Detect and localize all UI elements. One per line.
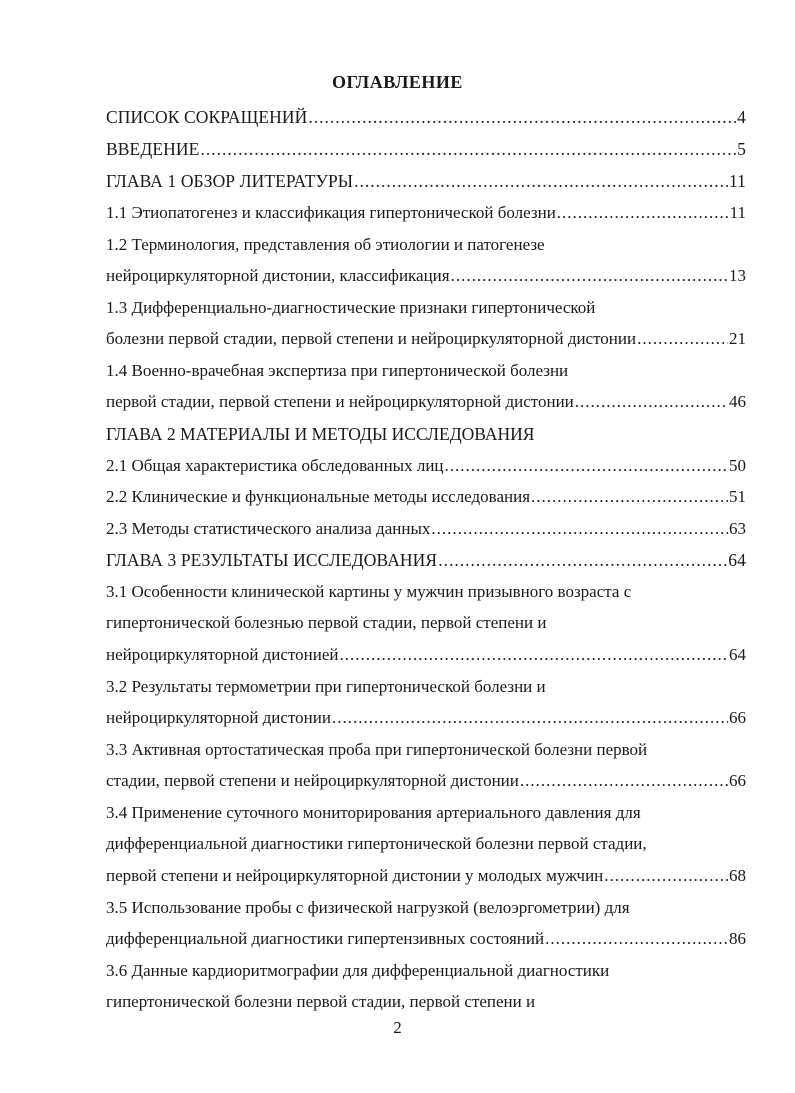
toc-entry-text: болезни первой стадии, первой степени и нейроциркуляторной дистонии (106, 329, 637, 348)
toc-leader (637, 325, 728, 353)
toc-entry-introduction (106, 135, 746, 163)
toc-entry-3-2-line-1: 3.2 Результаты термометрии при гипертонической болезни и (106, 677, 546, 696)
toc-entry-page: 5 (737, 139, 746, 159)
toc-leader (200, 135, 736, 163)
toc-entry-text: 2.1 Общая характеристика обследованных лиц (106, 456, 444, 475)
toc-entry-3-4 (106, 862, 746, 890)
toc-entry-chapter-3 (106, 546, 746, 574)
toc-leader (604, 862, 728, 890)
toc-entry-3-1 (106, 641, 746, 669)
toc-entry-text: ГЛАВА 1 ОБЗОР ЛИТЕРАТУРЫ (106, 171, 354, 191)
toc-entry-3-1-line-1: 3.1 Особенности клинической картины у мужчин призывного возраста с (106, 582, 632, 601)
toc-entry-page: 11 (728, 171, 746, 191)
toc-entry-page: 4 (737, 107, 746, 127)
toc-entry-page: 64 (728, 550, 746, 570)
toc-leader (445, 452, 728, 480)
toc-entry-chapter-2: ГЛАВА 2 МАТЕРИАЛЫ И МЕТОДЫ ИССЛЕДОВАНИЯ (106, 424, 535, 444)
toc-entry-1-2-line-1: 1.2 Терминология, представления об этиологии и патогенезе (106, 235, 545, 254)
toc-entry-2-3 (106, 515, 746, 543)
toc-leader (431, 515, 728, 543)
toc-entry-page: 66 (729, 771, 746, 790)
toc-entry-abbreviations (106, 103, 746, 131)
toc-leader (354, 167, 728, 195)
toc-entry-3-6-line-1: 3.6 Данные кардиоритмографии для дифференциальной диагностики (106, 961, 610, 980)
toc-entry-text: первой стадии, первой степени и нейроциркуляторной дистонии (106, 392, 574, 411)
toc-leader (575, 388, 728, 416)
toc-entry-page: 46 (729, 392, 746, 411)
toc-entry-page: 51 (729, 487, 746, 506)
toc-entry-3-4-line-2: дифференциальной диагностики гипертонической болезни первой стадии, (106, 834, 647, 853)
toc-entry-chapter-1 (106, 167, 746, 195)
toc-entry-2-2 (106, 483, 746, 511)
toc-leader (520, 767, 728, 795)
toc-entry-1-1 (106, 199, 746, 227)
toc-entry-page: 21 (729, 329, 746, 348)
toc-entry-text: 2.3 Методы статистического анализа данных (106, 519, 431, 538)
page-number: 2 (393, 1018, 402, 1037)
toc-entry-text: ГЛАВА 3 РЕЗУЛЬТАТЫ ИССЛЕДОВАНИЯ (106, 550, 438, 570)
toc-leader (332, 704, 728, 732)
toc-leader (340, 641, 729, 669)
toc-entry-1-4-line-1: 1.4 Военно-врачебная экспертиза при гипертонической болезни (106, 361, 569, 380)
toc-entry-text: стадии, первой степени и нейроциркуляторной дистонии (106, 771, 519, 790)
toc-entry-page: 66 (729, 708, 746, 727)
toc-entry-page: 13 (729, 266, 746, 285)
toc-entry-1-3 (106, 325, 746, 353)
toc-leader (531, 483, 728, 511)
toc-entry-text: первой степени и нейроциркуляторной дистонии у молодых мужчин (106, 866, 604, 885)
toc-leader (438, 546, 727, 574)
toc-entry-3-6-line-2: гипертонической болезни первой стадии, первой степени и (106, 992, 536, 1011)
toc-entry-1-3-line-1: 1.3 Дифференциально-диагностические признаки гипертонической (106, 298, 596, 317)
toc-entry-3-5-line-1: 3.5 Использование пробы с физической нагрузкой (велоэргометрии) для (106, 898, 630, 917)
toc-entry-text: нейроциркуляторной дистонии (106, 708, 331, 727)
toc-entry-text: нейроциркуляторной дистонии, классификация (106, 266, 450, 285)
toc-entry-1-2 (106, 262, 746, 290)
toc-entry-page: 64 (729, 645, 746, 664)
toc-leader (557, 199, 729, 227)
toc-entry-page: 63 (729, 519, 746, 538)
toc-leader (451, 262, 728, 290)
toc-entry-text: СПИСОК СОКРАЩЕНИЙ (106, 107, 308, 127)
toc-entry-1-4 (106, 388, 746, 416)
toc-entry-2-1 (106, 452, 746, 480)
toc-entry-3-4-line-1: 3.4 Применение суточного мониторирования артериального давления для (106, 803, 641, 822)
toc-entry-text: 2.2 Клинические и функциональные методы исследования (106, 487, 531, 506)
toc-leader (545, 925, 728, 953)
toc-entry-3-3-line-1: 3.3 Активная ортостатическая проба при гипертонической болезни первой (106, 740, 648, 759)
toc-entry-page: 50 (729, 456, 746, 475)
toc-leader (308, 103, 736, 131)
toc-entry-page: 68 (729, 866, 746, 885)
toc-entry-3-2 (106, 704, 746, 732)
toc-entry-text: ВВЕДЕНИЕ (106, 139, 200, 159)
toc-entry-text: 1.1 Этиопатогенез и классификация гипертонической болезни (106, 203, 556, 222)
toc-entry-3-1-line-2: гипертонической болезнью первой стадии, первой степени и (106, 613, 547, 632)
toc-entry-3-3 (106, 767, 746, 795)
toc-entry-page: 86 (729, 929, 746, 948)
toc-entry-text: дифференциальной диагностики гипертензивных состояний (106, 929, 545, 948)
toc-entry-3-5 (106, 925, 746, 953)
toc-entry-page: 11 (729, 203, 746, 222)
page-title: ОГЛАВЛЕНИЕ (332, 72, 463, 92)
toc-entry-text: нейроциркуляторной дистонией (106, 645, 339, 664)
